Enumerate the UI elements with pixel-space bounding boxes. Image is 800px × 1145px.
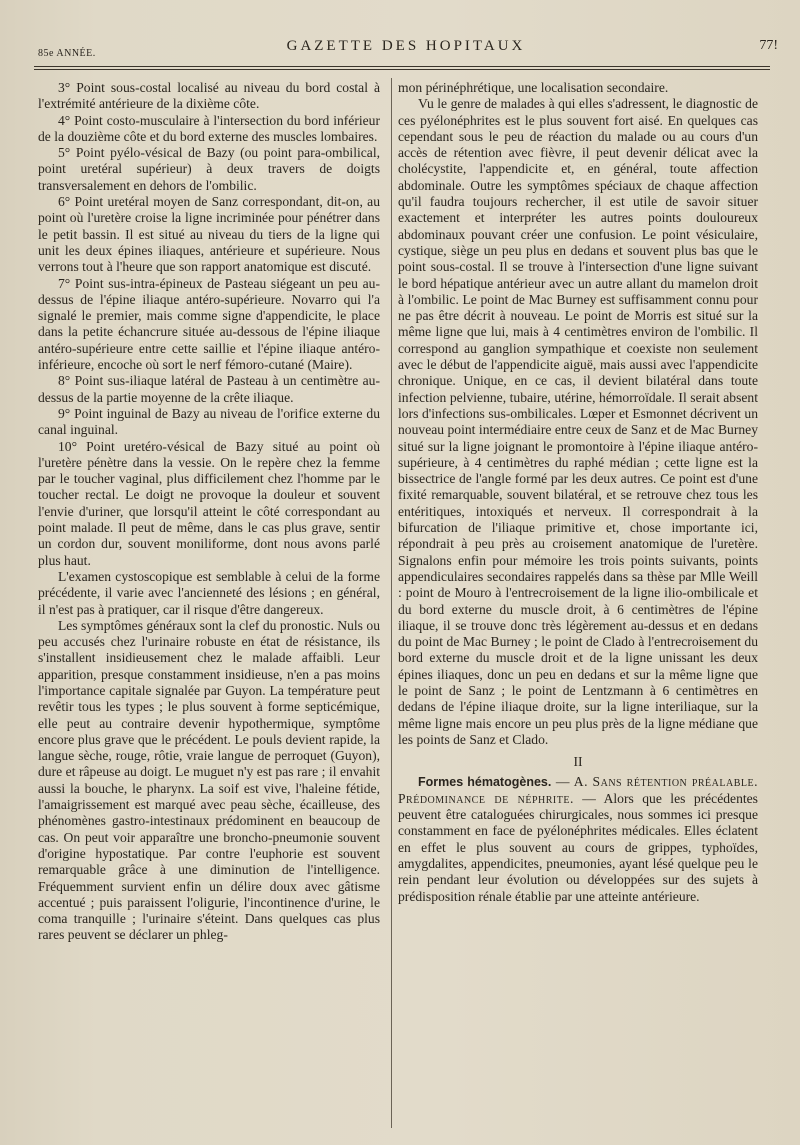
- section-subtitle: — A. Sans rétention préalable. Prédominance de néphrite.: [398, 774, 758, 806]
- paragraph: Les symptômes généraux sont la clef du pronostic. Nuls ou peu accusés chez l'urinaire robuste en état de résistance, ils s'installent insidieusement chez le malade affaibli. Leur apparition, presque constamment insidieuse, n'en a pas moins l'importance capitale signalée par Guyon. La température peut revêtir tous les types ; le plus souvent à forme septicémique, elle peut au contraire devenir hypothermique, symptôme encore plus grave que le précédent. Le pouls devient rapide, la langue sèche, rouge, rôtie, vraie langue de perroquet (Guyon), dure et râpeuse au doigt. Le muguet n'y est pas rare ; il envahit aussi la bouche, le pharynx. La soif est vive, l'haleine fétide, l'amaigrissement est marqué avec peau sèche, écailleuse, des phénomènes gastro-intestinaux prédominent en beaucoup de cas. On peut voir apparaître une broncho-pneumonie souvent d'origine hypostatique. Par contre l'euphorie est souvent remarquable grâce à une diminution de l'intelligence. Fréquemment survient enfin un délire doux avec gâtisme accentué ; puis paraissent l'oligurie, l'incontinence d'urine, le coma tranquille ; l'urinaire s'éteint. Dans quelques cas plus rares peuvent se déclarer un phleg-: [38, 617, 380, 943]
- paragraph: 6° Point uretéral moyen de Sanz correspondant, dit-on, au point où l'uretère croise la ligne incriminée pour pénétrer dans le petit bassin. Il est situé au niveau du tiers de la ligne qui unit les deux épines iliaques, antérieure et supérieure. Nous verrons tout à l'heure que son rapport anatomique est discuté.: [38, 194, 380, 275]
- edition-label: 85e ANNÉE.: [38, 48, 96, 59]
- section-text: — Alors que les précédentes peuvent être cataloguées chirurgicales, nous sommes ici presque constamment en face de pyélonéphrites médicales. Elles éclatent en effet le plus souvent au cours de grippes, typhoïdes, amygdalites, appendicites, pneumonies, ayant lésé quelque peu le rein pendant leur évolution ou développées sur des sujets à prédisposition rénale établie par une atteinte antérieure.: [398, 790, 758, 904]
- column-divider: [391, 78, 392, 1128]
- section-title: Formes hématogènes.: [418, 775, 552, 790]
- journal-title: GAZETTE DES HOPITAUX: [286, 38, 526, 54]
- paragraph: 9° Point inguinal de Bazy au niveau de l'orifice externe du canal inguinal.: [38, 405, 380, 438]
- paragraph: 3° Point sous-costal localisé au niveau du bord costal à l'extrémité antérieure de la dixième côte.: [38, 80, 380, 112]
- right-column: [398, 80, 758, 905]
- header-rule-top: [34, 66, 770, 67]
- paragraph: 4° Point costo-musculaire à l'intersection du bord inférieur de la douzième côte et du bord externe des muscles lombaires.: [38, 112, 380, 144]
- paragraph: 5° Point pyélo-vésical de Bazy (ou point para-ombilical, point uretéral supérieur) à deux travers de doigts transversalement en dehors de l'ombilic.: [38, 145, 380, 193]
- page-number: 77!: [759, 38, 778, 53]
- paragraph: 8° Point sus-iliaque latéral de Pasteau à un centimètre au-dessus de la partie moyenne de la crête iliaque.: [38, 373, 380, 405]
- page-header: [30, 34, 782, 62]
- paragraph: mon périnéphrétique, une localisation secondaire.: [398, 80, 669, 95]
- header-rule-bottom: [34, 69, 770, 70]
- left-column: [38, 80, 380, 944]
- paragraph: Vu le genre de malades à qui elles s'adressent, le diagnostic de ces pyélonéphrites est le plus souvent fort aisé. En quelques cas cependant sous le peu de réaction du malade ou au cours d'un accès de rétention avec fièvre, il peut devenir délicat avec la cholécystite, l'appendicite et, en général, toute affection abdominale. Outre les symptômes spéciaux de chaque affection qu'il faudra toujours rechercher, il est utile de savoir situer exactement et interpréter les autres points douloureux abdominaux pouvant créer une confusion. Le point vésiculaire, cystique, siège un peu plus en dedans et souvent plus bas que le point sous-costal. Il se trouve à l'intersection d'une ligne suivant le bord hépatique antérieur avec un autre allant du mamelon droit à l'ombilic. Le point de Mac Burney est suffisamment connu pour ne pas être décrit à nouveau. Le point de Morris est situé sur la même ligne que lui, mais à 4 centimètres environ de l'ombilic. Il correspond au ganglion sympathique et coexiste non seulement avec le début de l'appendicite aiguë, mais aussi avec l'appendicite chronique. Unique, en ce cas, il devient bilatéral dans toute infection pelvienne, tubaire, utérine, hémorroïdale. Il serait absent lors d'infections sus-ombilicales. Lœper et Esmonnet décrivent un nouveau point intermédiaire entre ceux de Sanz et de Mac Burney situé sur la ligne joignant le promontoire à l'épine iliaque antéro-supérieure, à 4 centimètres du raphé médian ; cette ligne est la bissectrice de l'angle formé par les deux autres. Ce point est d'une fixité remarquable, souvent bilatéral, et se retrouve chez tous les entéritiques, intoxiqués et nerveux. Il correspondrait à la bifurcation de l'iliaque primitive et, chose importante ici, répondrait à peu près au croisement anatomique de l'uretère. Signalons enfin pour mémoire les trois points suivants, points appendiculaires secondaires rappelés dans sa thèse par Mlle Weill : point de Mouro à l'entrecroisement de la ligne ilio-ombilicale et du bord externe du muscle droit, à 6 centimètres de l'épine iliaque, il se trouve donc très légèrement au-dessus et en dedans du point de Mac Burney ; le point de Clado à l'entrecroisement du bord externe du muscle droit et de la ligne unissant les deux épines iliaques, donc un peu en dedans et sur la même ligne que le point de Sanz ; le point de Lentzmann à 6 centimètres en dedans de l'épine iliaque droite, sur la ligne interiliaque, sur la même ligne mais encore un peu plus près de la ligne médiane que les points de Sanz et Clado.: [398, 96, 758, 747]
- paragraph: 7° Point sus-intra-épineux de Pasteau siégeant un peu au-dessus de l'épine iliaque antéro-supérieure. Novarro qui l'a signalé le premier, mais comme signe d'appendicite, le place dans la petite échancrure située au-dessous de l'épine iliaque antéro-supérieure entre cette saillie et l'épine iliaque antéro-inférieure, encoche où sort le nerf fémoro-cutané (Maire).: [38, 275, 380, 373]
- section-paragraph: [398, 774, 758, 904]
- paragraph: 10° Point uretéro-vésical de Bazy situé au point où l'uretère pénètre dans la vessie. On le repère chez la femme par le toucher vaginal, plus difficilement chez l'homme par le toucher rectal. Le doigt ne provoque la douleur et souvent l'envie d'uriner, que lorsqu'il atteint le côté correspondant au point malade. Il peut de même, dans le cas plus grave, sentir un cordon dur, souvent moniliforme, dont nous avons parlé plus haut.: [38, 438, 380, 568]
- paragraph: L'examen cystoscopique est semblable à celui de la forme précédente, il varie avec l'ancienneté des lésions ; en général, il n'est pas à pratiquer, car il risque d'être dangereux.: [38, 568, 380, 617]
- section-number: II: [573, 754, 583, 770]
